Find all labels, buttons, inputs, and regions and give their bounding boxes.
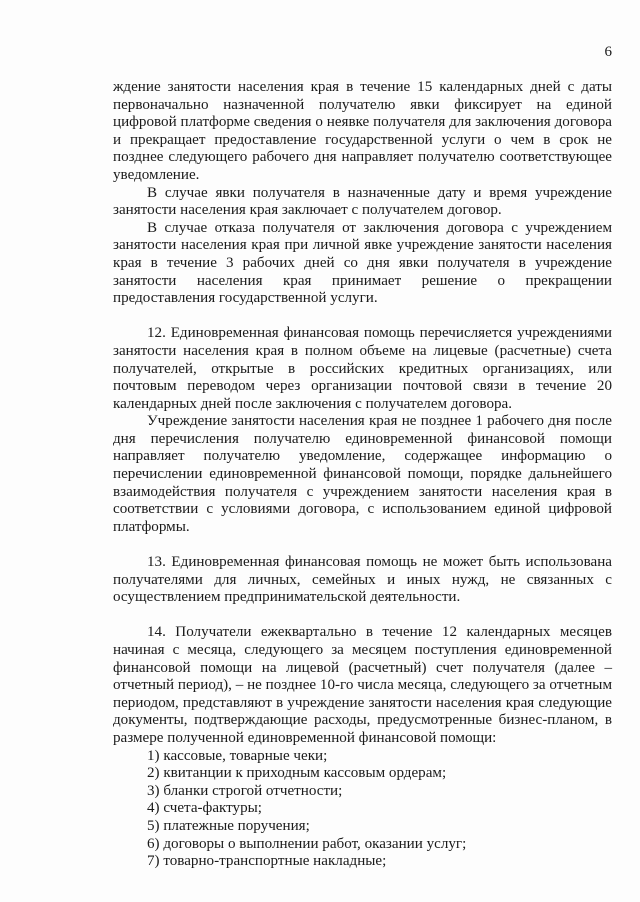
- paragraph: В случае явки получателя в назначенные дату и время учреждение занятости населения края заключает с получателем договор.: [113, 184, 612, 219]
- paragraph: В случае отказа получателя от заключения договора с учреждением занятости населения края при личной явке учреждение занятости населения края в течение 3 рабочих дней со дня явки получателя в учреждение занятости населения края принимает решение о прекращении предоставления государственной услуги.: [113, 219, 612, 307]
- list-item: 4) счета-фактуры;: [147, 800, 262, 817]
- list-item: 6) договоры о выполнении работ, оказании услуг;: [147, 835, 467, 852]
- paragraph-continuation: ждение занятости населения края в течение 15 календарных дней с даты первоначально назначенной получателю явки фиксирует на единой цифровой платформе сведения о неявке получателя для заключения договора и прекращает предоставление государственной услуги о чем в срок не позднее следующего рабочего дня направляет получателю соответствующее уведомление.: [113, 79, 612, 183]
- paragraph-item-14: 14. Получатели ежеквартально в течение 12 календарных месяцев начиная с месяца, следующего за месяцем поступления единовременной финансовой помощи на лицевой (расчетный) счет получателя (далее – отчетный период), – не позднее 10-го числа месяца, следующего за отчетным периодом, представляют в учреждение занятости населения края следующие документы, подтверждающие расходы, предусмотренные бизнес-планом, в размере полученной единовременной финансовой помощи:: [113, 624, 612, 746]
- paragraph-gap: [113, 607, 612, 625]
- page-number: 6: [604, 44, 612, 60]
- paragraph-item-13: 13. Единовременная финансовая помощь не может быть использована получателями для личных, семейных и иных нужд, не связанных с осуществлением предпринимательской деятельности.: [113, 554, 612, 606]
- paragraph-gap: [113, 308, 612, 326]
- paragraph-gap: [113, 536, 612, 554]
- list-item: 1) кассовые, товарные чеки;: [147, 747, 328, 764]
- paragraph-item-12: 12. Единовременная финансовая помощь перечисляется учреждениями занятости населения края в полном объеме на лицевые (расчетные) счета получателей, открытые в российских кредитных организациях, или почтовым переводом через организации почтовой связи в течение 20 календарных дней после заключения с получателем договора.: [113, 325, 612, 412]
- list-item: 2) квитанции к приходным кассовым ордерам;: [147, 765, 447, 782]
- document-body: [113, 79, 612, 871]
- paragraph: Учреждение занятости населения края не позднее 1 рабочего дня после дня перечисления получателю единовременной финансовой помощи направляет получателю уведомление, содержащее информацию о перечислении единовременной финансовой помощи, порядке дальнейшего взаимодействия получателя с учреждением занятости населения края в соответствии с условиями договора, с использованием единой цифровой платформы.: [113, 413, 612, 535]
- list-item: 5) платежные поручения;: [147, 817, 310, 834]
- list-item: 7) товарно-транспортные накладные;: [147, 853, 387, 870]
- list-item: 3) бланки строгой отчетности;: [147, 782, 343, 799]
